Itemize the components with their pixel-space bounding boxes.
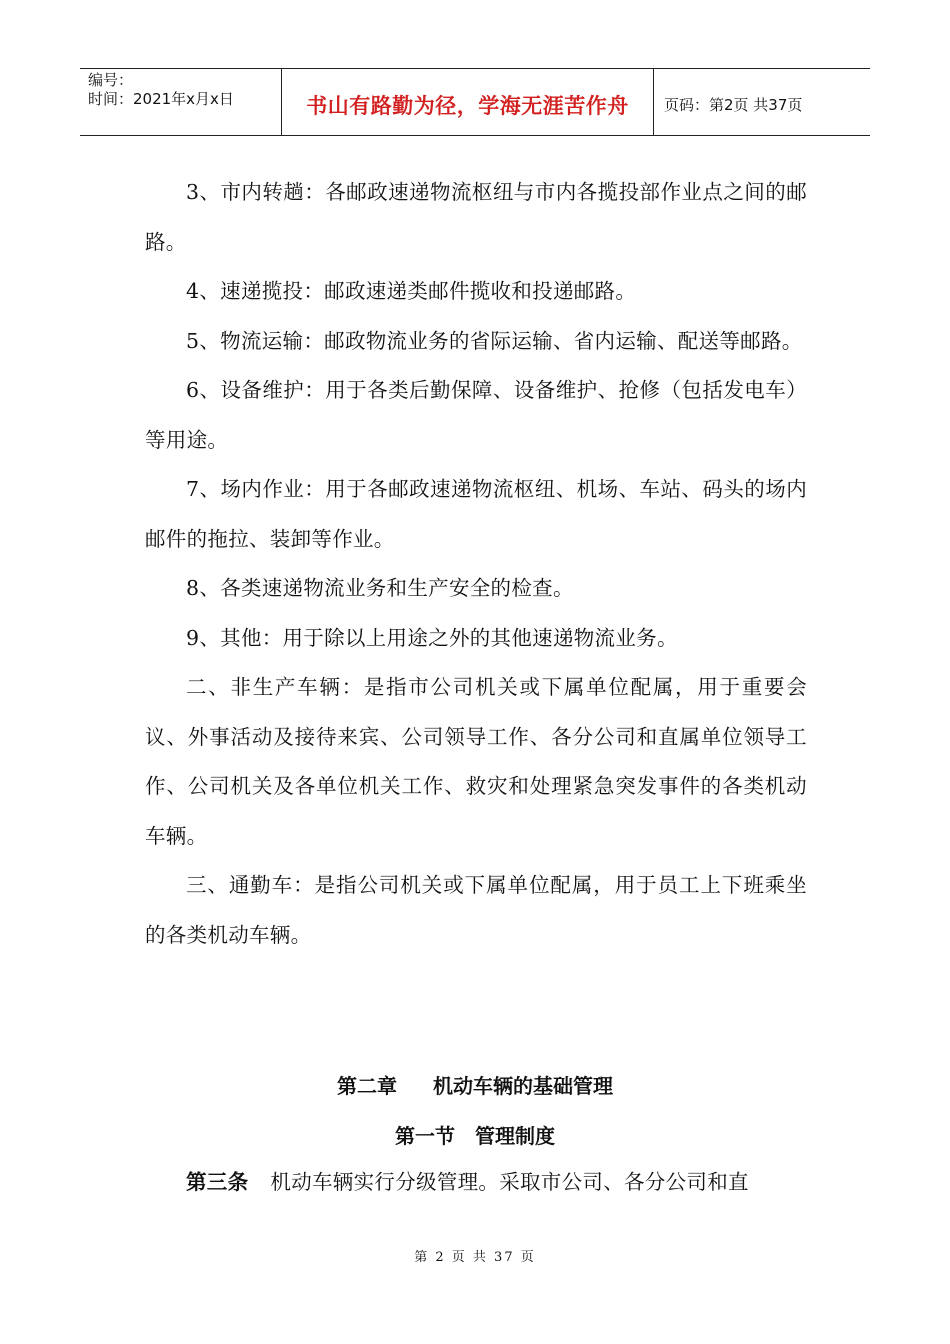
article-text: 机动车辆实行分级管理。采取市公司、各分公司和直 (270, 1170, 749, 1194)
paragraph: 7、场内作业：用于各邮政速递物流枢纽、机场、车站、码头的场内邮件的拖拉、装卸等作业。 (145, 477, 807, 551)
page-footer: 第 2 页 共 37 页 (414, 1250, 536, 1265)
page-header (80, 68, 870, 136)
section-number: 第一节 (395, 1124, 455, 1148)
paragraph: 三、通勤车：是指公司机关或下属单位配属，用于员工上下班乘坐的各类机动车辆。 (145, 873, 807, 947)
chapter-title: 机动车辆的基础管理 (433, 1074, 613, 1098)
paragraph: 二、非生产车辆：是指市公司机关或下属单位配属，用于重要会议、外事活动及接待来宾、公司领导工作、各分公司和直属单位领导工作、公司机关及各单位机关工作、救灾和处理紧急突发事件的各类机动车辆。 (145, 675, 807, 848)
paragraph: 9、其他：用于除以上用途之外的其他速递物流业务。 (186, 625, 678, 650)
header-motto: 书山有路勤为径，学海无涯苦作舟 (282, 69, 654, 135)
chapter-number: 第二章 (337, 1074, 397, 1098)
body-text (145, 168, 807, 960)
chapter-heading (0, 1070, 950, 1099)
paragraph: 8、各类速递物流业务和生产安全的检查。 (186, 576, 574, 600)
document-number-label: 编号： (88, 71, 134, 89)
article-paragraph (145, 1158, 807, 1208)
header-page-info: 页码：第2页 共37页 (664, 95, 803, 114)
article-label: 第三条 (186, 1170, 249, 1194)
section-title: 管理制度 (475, 1124, 555, 1148)
section-heading (0, 1120, 950, 1149)
header-meta-cell (80, 69, 282, 135)
paragraph: 6、设备维护：用于各类后勤保障、设备维护、抢修（包括发电车）等用途。 (145, 378, 807, 452)
paragraph: 5、物流运输：邮政物流业务的省际运输、省内运输、配送等邮路。 (186, 328, 803, 353)
paragraph: 3、市内转趟：各邮政速递物流枢纽与市内各揽投部作业点之间的邮路。 (145, 180, 807, 254)
paragraph: 4、速递揽投：邮政速递类邮件揽收和投递邮路。 (186, 279, 637, 303)
document-time-label: 时间：2021年x月x日 (88, 90, 234, 108)
